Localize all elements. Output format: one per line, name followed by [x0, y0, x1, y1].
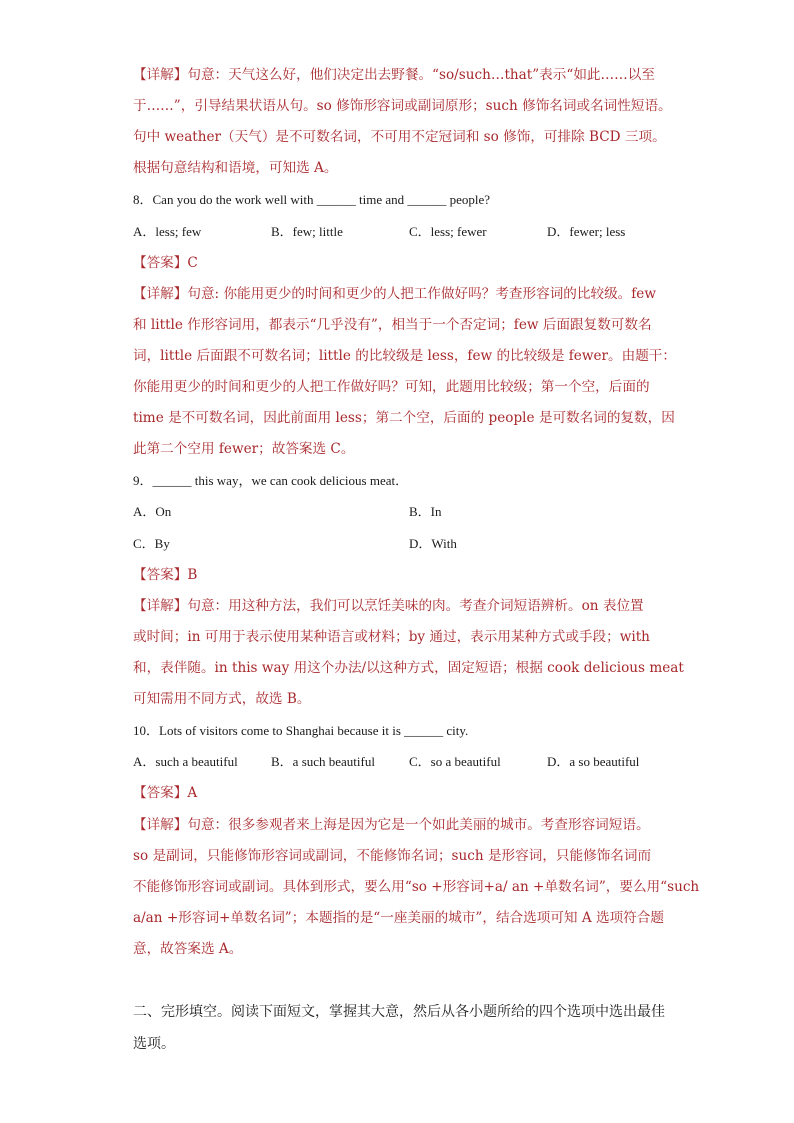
explain-tag: 【详解】 [133, 67, 188, 83]
q9-option-b: B．In [409, 504, 442, 519]
q7-explain-line-4: 根据句意结构和语境，可知选 A。 [133, 160, 338, 176]
q9-option-c: C．By [133, 536, 170, 551]
q10-option-b: B．a such beautiful [271, 754, 375, 769]
q9-explain-line-3: 和，表伴随。in this way 用这个办法/以这种方式，固定短语；根据 cook delicious meat [133, 660, 684, 676]
q10-option-d: D．a so beautiful [547, 754, 640, 769]
q7-explain-line-2: 于……”，引导结果状语从句。so 修饰形容词或副词原形；such 修饰名词或名词性短语。 [133, 98, 672, 114]
q9-option-d: D．With [409, 536, 457, 551]
q8-explain-line-6: 此第二个空用 fewer；故答案选 C。 [133, 441, 355, 457]
q8-explain-line-3: 词，little 后面跟不可数名词；little 的比较级是 less，few 的比较级是 fewer。由题干： [133, 348, 676, 364]
q10-explain-line-5: 意，故答案选 A。 [133, 941, 243, 957]
q10-explain-line-1: 【详解】句意：很多参观者来上海是因为它是一个如此美丽的城市。考查形容词短语。 [133, 817, 650, 833]
q10-explain-line-4: a/an +形容词+单数名词”；本题指的是“一座美丽的城市”，结合选项可知 A 选项符合题 [133, 910, 664, 926]
q8-option-d: D．fewer; less [547, 224, 626, 239]
q10-explain-line-3: 不能修饰形容词或副词。具体到形式，要么用“so +形容词+a/ an +单数名词”，要么用“such [133, 879, 700, 895]
q7-explain-line-3: 句中 weather（天气）是不可数名词，不可用不定冠词和 so 修饰，可排除 BCD 三项。 [133, 129, 666, 145]
q7-explain-line-1: 【详解】句意：天气这么好，他们决定出去野餐。“so/such…that”表示“如此……以至 [133, 67, 655, 83]
section-2-heading-line-2: 选项。 [133, 1036, 175, 1052]
q10-option-a: A．such a beautiful [133, 754, 238, 769]
q8-option-b: B．few; little [271, 224, 343, 239]
q8-answer: 【答案】C [133, 255, 198, 271]
q8-explain-line-1: 【详解】句意: 你能用更少的时间和更少的人把工作做好吗？考查形容词的比较级。few [133, 286, 656, 302]
q9-explain-line-2: 或时间；in 可用于表示使用某种语言或材料；by 通过，表示用某种方式或手段；with [133, 629, 650, 645]
q8-explain-line-4: 你能用更少的时间和更少的人把工作做好吗？可知，此题用比较级；第一个空，后面的 [133, 379, 650, 395]
q9-answer: 【答案】B [133, 567, 198, 583]
q9-explain-line-4: 可知需用不同方式，故选 B。 [133, 691, 311, 707]
q9-stem: 9．______ this way，we can cook delicious meat． [133, 473, 409, 488]
q9-explain-line-1: 【详解】句意：用这种方法，我们可以烹饪美味的肉。考查介词短语辨析。on 表位置 [133, 598, 644, 614]
q8-option-a: A．less; few [133, 224, 202, 239]
q10-stem: 10．Lots of visitors come to Shanghai because it is ______ city. [133, 723, 469, 738]
q8-explain-line-5: time 是不可数名词，因此前面用 less；第二个空，后面的 people 是可数名词的复数，因 [133, 410, 675, 426]
q8-stem: 8．Can you do the work well with ______ time and ______ people? [133, 192, 491, 207]
q9-option-a: A．On [133, 504, 172, 519]
q8-option-c: C．less; fewer [409, 224, 487, 239]
q10-answer: 【答案】A [133, 785, 198, 801]
section-2-heading-line-1: 二、完形填空。阅读下面短文，掌握其大意，然后从各小题所给的四个选项中选出最佳 [133, 1004, 665, 1020]
q8-explain-line-2: 和 little 作形容词用，都表示“几乎没有”，相当于一个否定词；few 后面跟复数可数名 [133, 317, 652, 333]
q10-option-c: C．so a beautiful [409, 754, 501, 769]
q10-explain-line-2: so 是副词，只能修饰形容词或副词，不能修饰名词；such 是形容词，只能修饰名词而 [133, 848, 652, 864]
